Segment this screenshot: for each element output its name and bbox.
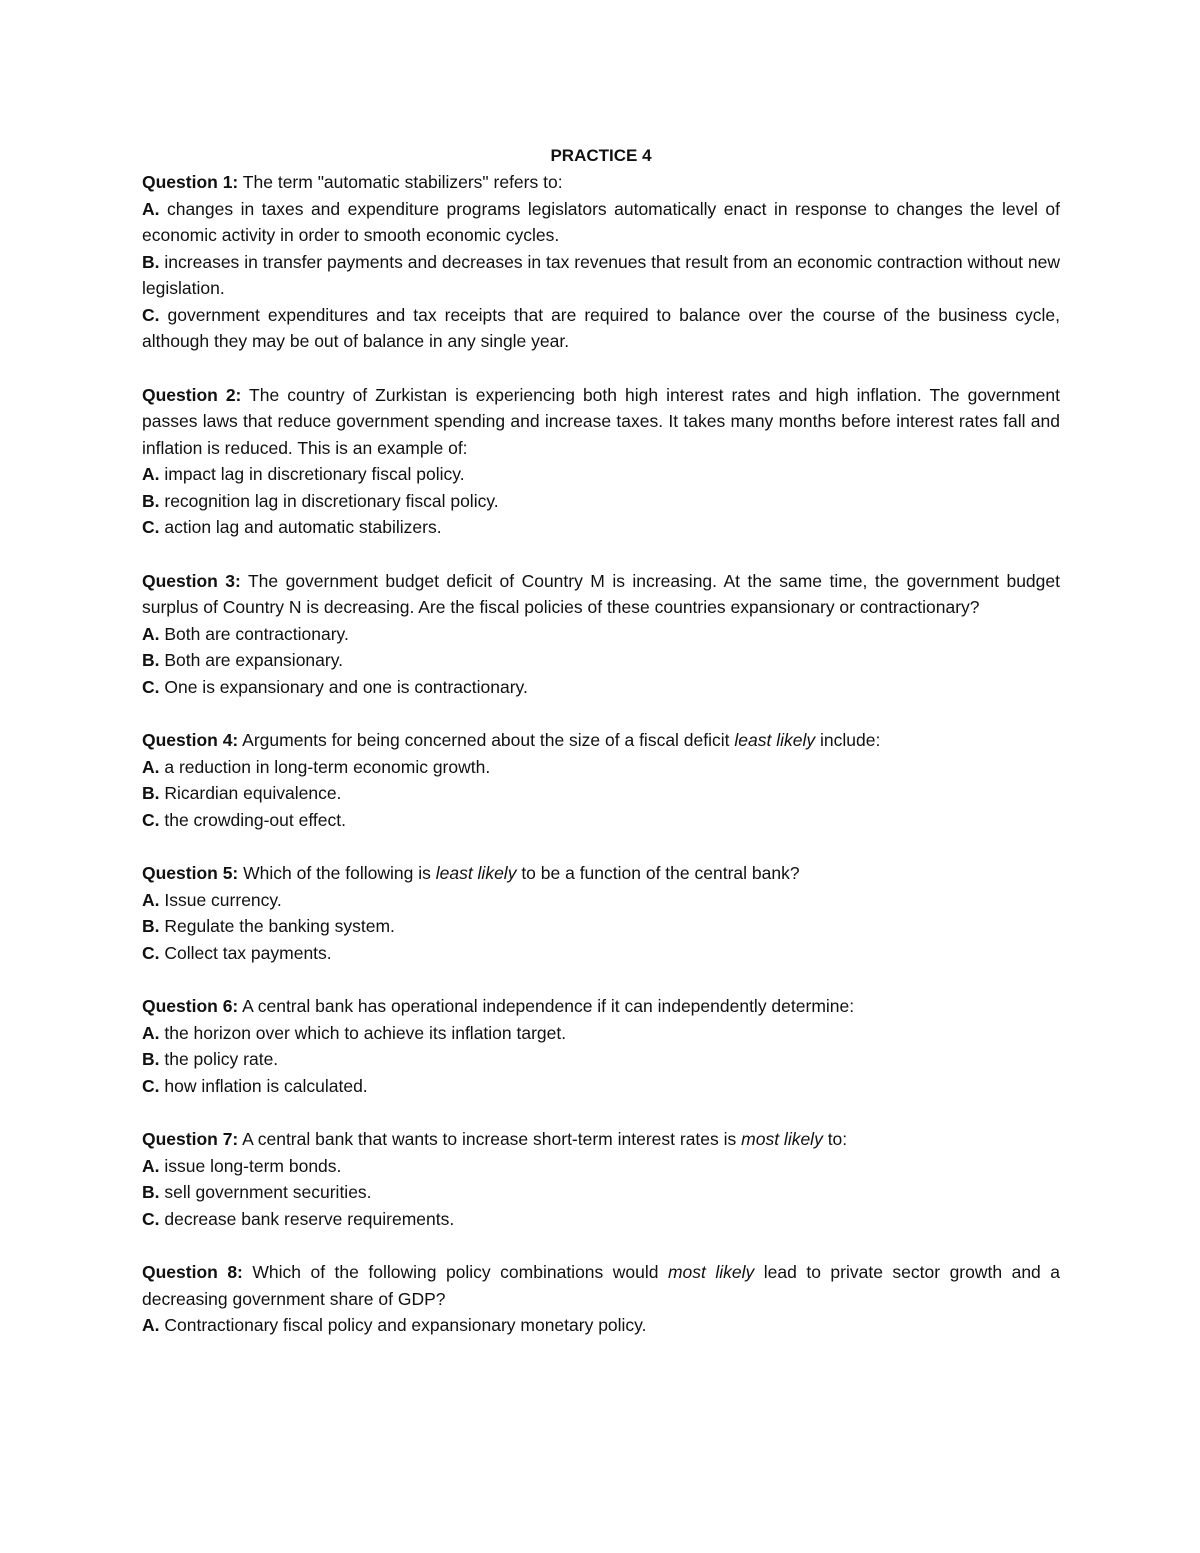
option-text: Both are expansionary. xyxy=(159,650,344,670)
question-stem xyxy=(142,860,1060,887)
option-label: B. xyxy=(142,916,160,936)
option-label: C. xyxy=(142,809,160,830)
option-text: sell government securities. xyxy=(159,1182,372,1202)
answer-option xyxy=(142,514,1060,541)
question-text: The term "automatic stabilizers" refers to: xyxy=(238,172,563,192)
option-label: C. xyxy=(142,676,160,697)
option-label: A. xyxy=(142,1022,160,1043)
option-text: recognition lag in discretionary fiscal policy. xyxy=(159,490,499,511)
question-stem xyxy=(142,1126,1060,1153)
question-stem xyxy=(142,568,1060,621)
answer-option xyxy=(142,754,1060,781)
question-text: lead to private sector growth and a decreasing government share of GDP? xyxy=(142,1262,1060,1309)
question-text: include: xyxy=(815,730,881,750)
option-text: issue long-term bonds. xyxy=(159,1155,342,1176)
question-label: Question 6: xyxy=(142,996,239,1016)
option-text: action lag and automatic stabilizers. xyxy=(159,517,442,537)
question-5 xyxy=(142,860,1060,966)
option-label: A. xyxy=(142,1315,160,1335)
question-label: Question 1: xyxy=(142,172,239,192)
question-stem xyxy=(142,382,1060,462)
question-4 xyxy=(142,727,1060,833)
answer-option xyxy=(142,1046,1060,1073)
option-text: Issue currency. xyxy=(159,889,282,910)
option-label: C. xyxy=(142,1208,160,1229)
option-text: the horizon over which to achieve its inflation target. xyxy=(159,1022,567,1043)
question-label: Question 2: xyxy=(142,384,242,405)
option-label: A. xyxy=(142,1155,160,1176)
option-text: decrease bank reserve requirements. xyxy=(159,1208,455,1229)
answer-option xyxy=(142,674,1060,701)
option-label: B. xyxy=(142,650,160,670)
question-text: Which of the following policy combinations would xyxy=(242,1262,668,1282)
option-label: B. xyxy=(142,1182,160,1202)
option-label: C. xyxy=(142,942,160,963)
option-text: Both are contractionary. xyxy=(159,623,349,644)
option-label: A. xyxy=(142,198,160,219)
option-text: changes in taxes and expenditure programs legislators automatically enact in response to changes the level of economic activity in order to smooth economic cycles. xyxy=(142,198,1060,245)
question-stem xyxy=(142,993,1060,1020)
question-stem xyxy=(142,1259,1060,1312)
question-label: Question 3: xyxy=(142,570,241,591)
option-label: C. xyxy=(142,304,160,325)
question-text: A central bank has operational independence if it can independently determine: xyxy=(238,996,855,1016)
option-text: a reduction in long-term economic growth. xyxy=(159,756,491,777)
option-label: A. xyxy=(142,464,160,484)
option-text: impact lag in discretionary fiscal policy. xyxy=(159,464,465,484)
answer-option xyxy=(142,1073,1060,1100)
option-text: the policy rate. xyxy=(159,1049,279,1069)
answer-option xyxy=(142,940,1060,967)
option-label: C. xyxy=(142,1075,160,1096)
question-stem xyxy=(142,169,1060,196)
option-label: B. xyxy=(142,490,160,511)
question-6 xyxy=(142,993,1060,1099)
option-text: increases in transfer payments and decreases in tax revenues that result from an economic contraction without new legislation. xyxy=(142,251,1060,298)
question-text: to be a function of the central bank? xyxy=(516,863,800,883)
question-stem xyxy=(142,727,1060,754)
question-list xyxy=(142,169,1060,1339)
option-text: the crowding-out effect. xyxy=(159,809,346,830)
answer-option xyxy=(142,249,1060,302)
option-text: how inflation is calculated. xyxy=(159,1075,368,1096)
question-label: Question 8: xyxy=(142,1262,243,1282)
question-label: Question 5: xyxy=(142,863,239,883)
answer-option xyxy=(142,302,1060,355)
answer-option xyxy=(142,913,1060,940)
answer-option xyxy=(142,780,1060,807)
page-title: PRACTICE 4 xyxy=(550,146,652,165)
option-label: B. xyxy=(142,251,160,272)
question-text: to: xyxy=(822,1129,848,1149)
option-text: Ricardian equivalence. xyxy=(159,783,342,803)
option-label: A. xyxy=(142,756,160,777)
question-2 xyxy=(142,382,1060,541)
question-label: Question 4: xyxy=(142,730,239,750)
answer-option xyxy=(142,1312,1060,1339)
option-label: A. xyxy=(142,889,160,910)
question-text: The country of Zurkistan is experiencing both high interest rates and high inflation. The government passes laws that reduce government spending and increase taxes. It takes many months before interest rates fall and inflation is reduced. This is an example of: xyxy=(142,384,1060,458)
answer-option xyxy=(142,1206,1060,1233)
question-7 xyxy=(142,1126,1060,1232)
question-8 xyxy=(142,1259,1060,1339)
option-text: Contractionary fiscal policy and expansionary monetary policy. xyxy=(159,1315,647,1335)
question-text: Which of the following is xyxy=(238,863,436,883)
option-text: Regulate the banking system. xyxy=(159,916,395,936)
answer-option xyxy=(142,887,1060,914)
answer-option xyxy=(142,196,1060,249)
question-emphasis: least likely xyxy=(435,863,517,883)
answer-option xyxy=(142,807,1060,834)
question-text: The government budget deficit of Country M is increasing. At the same time, the government budget surplus of Country N is decreasing. Are the fiscal policies of these countries expansionary or contractionary? xyxy=(142,570,1060,617)
answer-option xyxy=(142,621,1060,648)
option-text: Collect tax payments. xyxy=(159,942,332,963)
question-3 xyxy=(142,568,1060,701)
question-emphasis: most likely xyxy=(741,1129,823,1149)
option-label: C. xyxy=(142,517,160,537)
question-1 xyxy=(142,169,1060,355)
option-label: A. xyxy=(142,623,160,644)
answer-option xyxy=(142,461,1060,488)
answer-option xyxy=(142,647,1060,674)
question-emphasis: least likely xyxy=(734,730,816,750)
option-label: B. xyxy=(142,783,160,803)
answer-option xyxy=(142,488,1060,515)
option-text: government expenditures and tax receipts that are required to balance over the course of the business cycle, although they may be out of balance in any single year. xyxy=(142,304,1060,351)
question-emphasis: most likely xyxy=(667,1262,755,1282)
question-label: Question 7: xyxy=(142,1129,239,1149)
answer-option xyxy=(142,1153,1060,1180)
option-text: One is expansionary and one is contractionary. xyxy=(159,676,528,697)
question-text: A central bank that wants to increase short-term interest rates is xyxy=(238,1129,742,1149)
option-label: B. xyxy=(142,1049,160,1069)
answer-option xyxy=(142,1179,1060,1206)
answer-option xyxy=(142,1020,1060,1047)
question-text: Arguments for being concerned about the size of a fiscal deficit xyxy=(238,730,735,750)
